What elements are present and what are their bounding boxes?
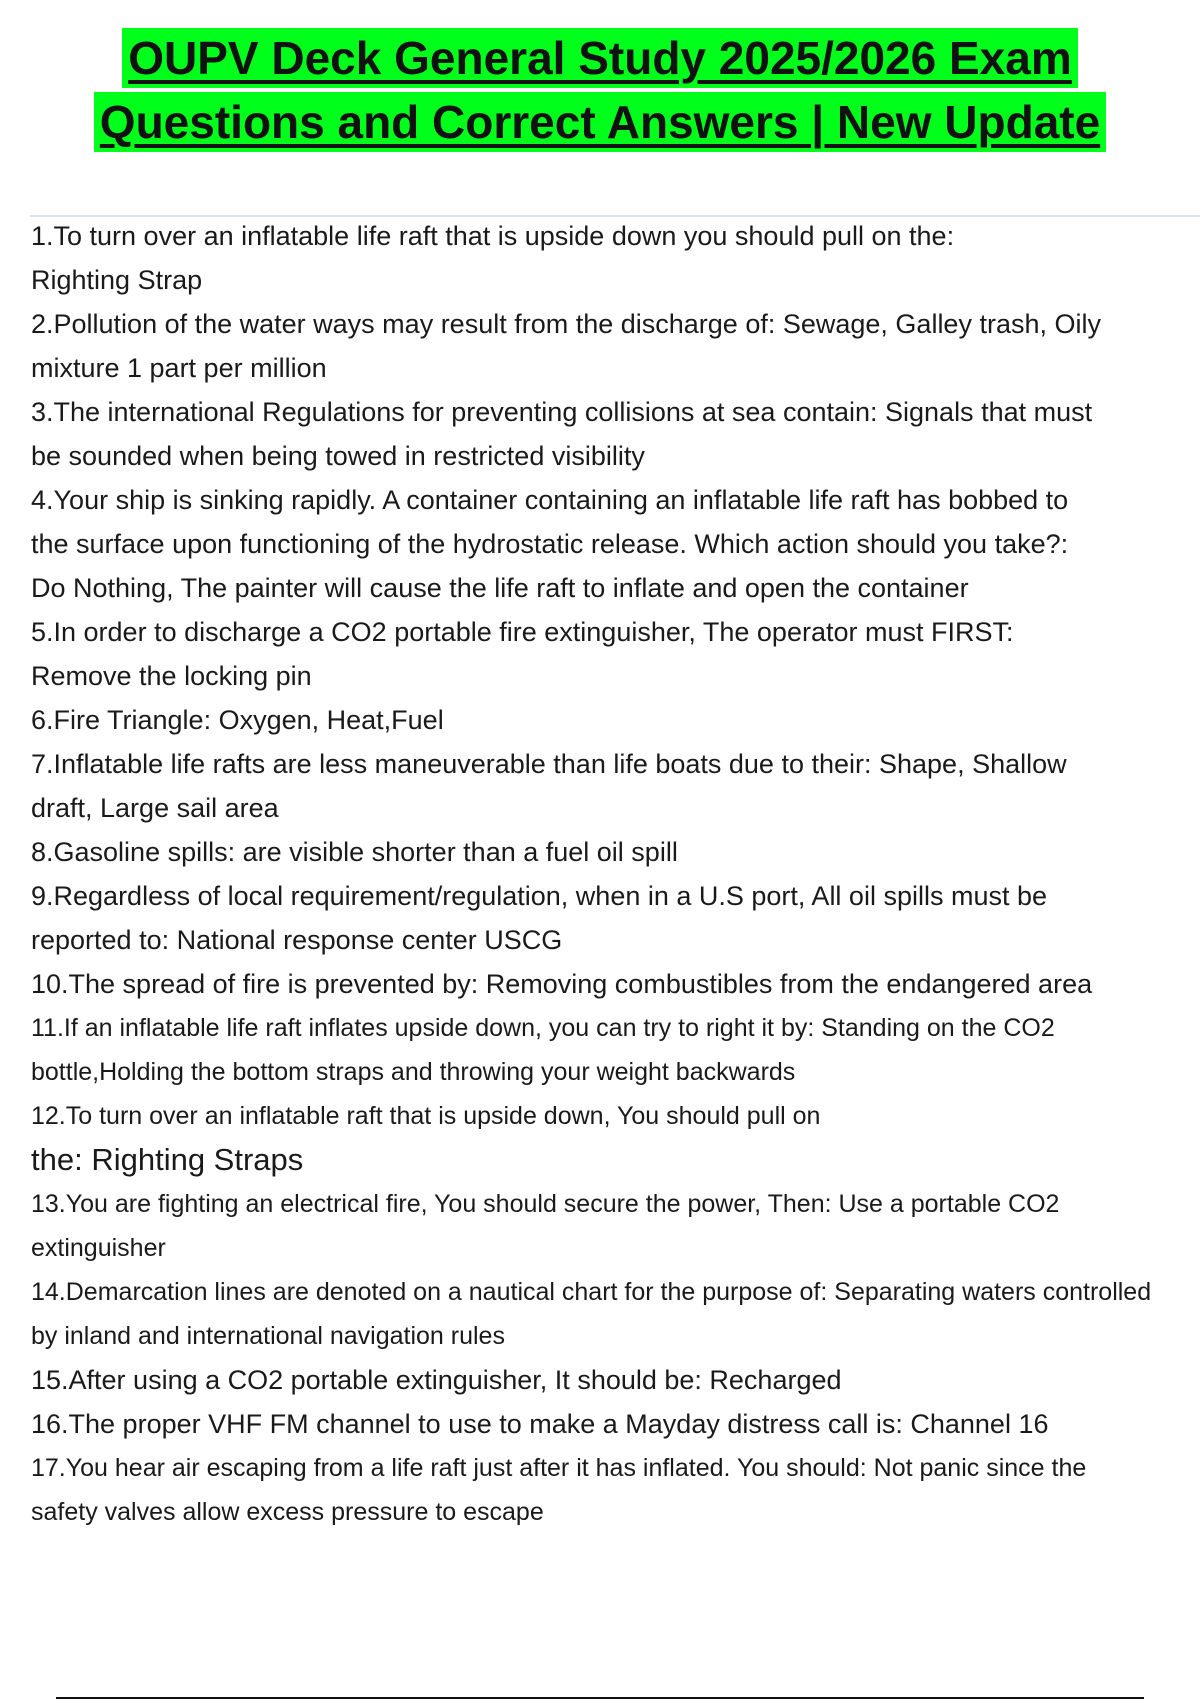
text-line: the surface upon functioning of the hydrostatic release. Which action should you take?: [31,529,1069,559]
text-line: draft, Large sail area [31,793,279,823]
text-line: mixture 1 part per million [31,353,327,383]
text-line: 2.Pollution of the water ways may result from the discharge of: Sewage, Galley trash, Oily [31,309,1101,339]
text-line: by inland and international navigation rules [31,1322,505,1350]
text-line: 16.The proper VHF FM channel to use to make a Mayday distress call is: Channel 16 [31,1409,1049,1439]
text-line: 14.Demarcation lines are denoted on a nautical chart for the purpose of: Separating waters controlled [31,1278,1152,1306]
text-line: 7.Inflatable life rafts are less maneuverable than life boats due to their: Shape, Shallow [31,749,1067,779]
text-line: 3.The international Regulations for preventing collisions at sea contain: Signals that must [31,397,1093,427]
text-line: Righting Strap [31,265,203,295]
text-line: 4.Your ship is sinking rapidly. A container containing an inflatable life raft has bobbed to [31,485,1069,515]
text-line: Do Nothing, The painter will cause the life raft to inflate and open the container [31,573,969,603]
text-line: safety valves allow excess pressure to escape [31,1498,544,1526]
text-line: bottle,Holding the bottom straps and throwing your weight backwards [31,1058,796,1086]
text-line: reported to: National response center USCG [31,925,563,955]
text-line: 11.If an inflatable life raft inflates upside down, you can try to right it by: Standing on the CO2 [31,1014,1055,1042]
text-line: 6.Fire Triangle: Oxygen, Heat,Fuel [31,705,444,735]
text-line: 1.To turn over an inflatable life raft that is upside down you should pull on the: [31,221,955,251]
document-title [0,28,1200,156]
text-line: 17.You hear air escaping from a life raft just after it has inflated. You should: Not panic since the [31,1454,1087,1482]
footer-rule [56,1697,1144,1699]
text-line: be sounded when being towed in restricted visibility [31,441,645,471]
text-line: 8.Gasoline spills: are visible shorter than a fuel oil spill [31,837,678,867]
text-line: Remove the locking pin [31,661,312,691]
question-list [31,214,1200,1534]
text-line: 5.In order to discharge a CO2 portable fire extinguisher, The operator must FIRST: [31,617,1014,647]
text-line: 9.Regardless of local requirement/regulation, when in a U.S port, All oil spills must be [31,881,1048,911]
text-line: 15.After using a CO2 portable extinguisher, It should be: Recharged [31,1365,842,1395]
text-line: 13.You are fighting an electrical fire, You should secure the power, Then: Use a portable CO2 [31,1190,1060,1218]
title-line-2: Questions and Correct Answers | New Update [94,92,1106,152]
text-line: the: Righting Straps [31,1142,304,1177]
text-line: 12.To turn over an inflatable raft that is upside down, You should pull on [31,1102,821,1130]
text-line: extinguisher [31,1234,166,1262]
title-line-1: OUPV Deck General Study 2025/2026 Exam [122,28,1078,88]
text-line: 10.The spread of fire is prevented by: Removing combustibles from the endangered area [31,969,1093,999]
